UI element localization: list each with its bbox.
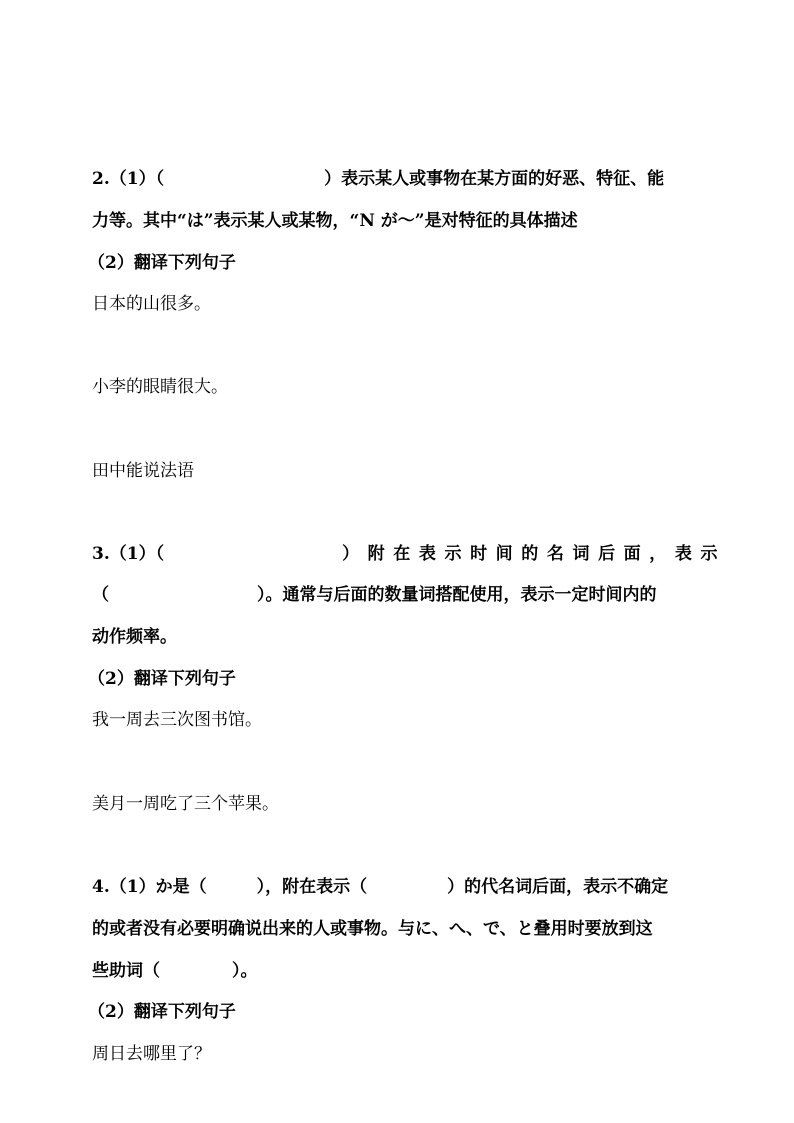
q2-sentence-1: 日本的山很多。 bbox=[92, 294, 211, 314]
q4-line1-start: 4.（1）か是（ bbox=[92, 877, 207, 897]
q3-sentence-2: 美月一周吃了三个苹果。 bbox=[92, 794, 279, 814]
q3-line1-text: ）附在表示时间的名词后面，表示 bbox=[342, 544, 727, 564]
q3-line3: 动作频率。 bbox=[92, 627, 177, 647]
q4-line1-mid: ），附在表示（ bbox=[256, 877, 368, 897]
q2-line2: 力等。其中“は”表示某人或某物，“N が～”是对特征的具体描述 bbox=[92, 211, 578, 231]
q2-sentence-2: 小李的眼睛很大。 bbox=[92, 377, 228, 397]
q3-line2-text: ）。通常与后面的数量词搭配使用，表示一定时间内的 bbox=[257, 585, 657, 605]
q2-number: 2.（1）（ bbox=[92, 169, 165, 189]
q3-line1 bbox=[92, 539, 727, 569]
q4-line1-end: ）的代名词后面，表示不确定 bbox=[447, 877, 669, 897]
q4-line1 bbox=[92, 872, 704, 902]
q4-line3 bbox=[92, 956, 704, 986]
q2-line1-text: ）表示某人或事物在某方面的好恶、特征、能 bbox=[324, 169, 665, 189]
q2-subheading: （2）翻译下列句子 bbox=[88, 253, 236, 273]
q4-subheading: （2）翻译下列句子 bbox=[88, 1002, 236, 1022]
q4-line3-start: 些助词（ bbox=[92, 961, 160, 981]
q3-sentence-1: 我一周去三次图书馆。 bbox=[92, 710, 262, 730]
q4-sentence-1: 周日去哪里了？ bbox=[92, 1044, 211, 1064]
q4-line3-end: ）。 bbox=[232, 961, 258, 981]
q2-line1 bbox=[92, 164, 704, 194]
q3-line2 bbox=[92, 580, 704, 610]
q3-line2-open: （ bbox=[92, 585, 109, 605]
q2-sentence-3: 田中能说法语 bbox=[92, 461, 194, 481]
q3-subheading: （2）翻译下列句子 bbox=[88, 669, 236, 689]
q3-number: 3.（1）（ bbox=[92, 544, 165, 564]
q4-line2: 的或者没有必要明确说出来的人或事物。与に、へ、で、と叠用时要放到这 bbox=[92, 919, 653, 939]
